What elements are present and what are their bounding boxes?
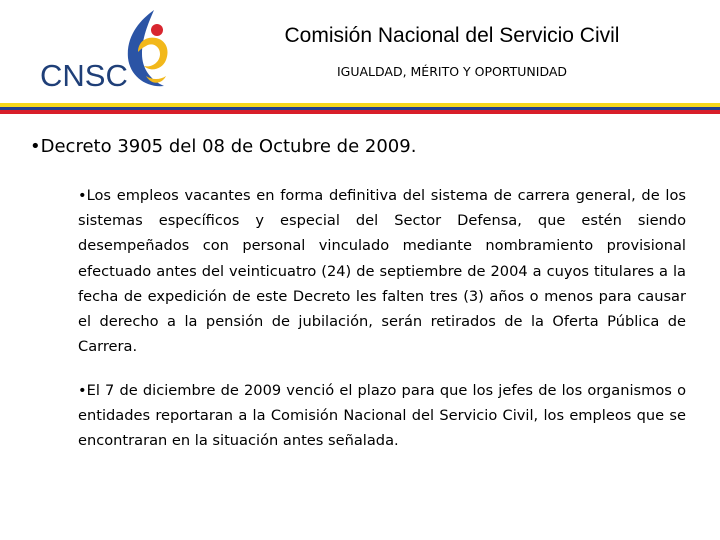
cnsc-logo xyxy=(36,6,176,96)
paragraph-vacant-jobs: •Los empleos vacantes en forma definitiva del sistema de carrera general, de los sistemas específicos y especial del Sector Defensa, que estén siendo desempeñados con personal vinculado mediante nombramiento provisional efectuado antes del veinticuatro (24) de septiembre de 2004 a cuyos titulares a la fecha de expedición de este Decreto les falten tres (3) años o menos para causar el derecho a la pensión de jubilación, serán retirados de la Oferta Pública de Carrera. xyxy=(78,187,686,356)
page-title: Comisión Nacional del Servicio Civil xyxy=(284,24,620,47)
flag-stripe-red xyxy=(0,110,720,114)
decree-heading: •Decreto 3905 del 08 de Octubre de 2009. xyxy=(30,136,417,157)
logo-wordmark: CNSC xyxy=(40,58,128,93)
paragraph-deadline: •El 7 de diciembre de 2009 venció el plazo para que los jefes de los organismos o entidades reportaran a la Comisión Nacional del Servicio Civil, los empleos que se encontraran en la situación antes señalada. xyxy=(78,382,686,450)
page-subtitle: IGUALDAD, MÉRITO Y OPORTUNIDAD xyxy=(336,64,568,79)
flag-divider xyxy=(0,103,720,114)
